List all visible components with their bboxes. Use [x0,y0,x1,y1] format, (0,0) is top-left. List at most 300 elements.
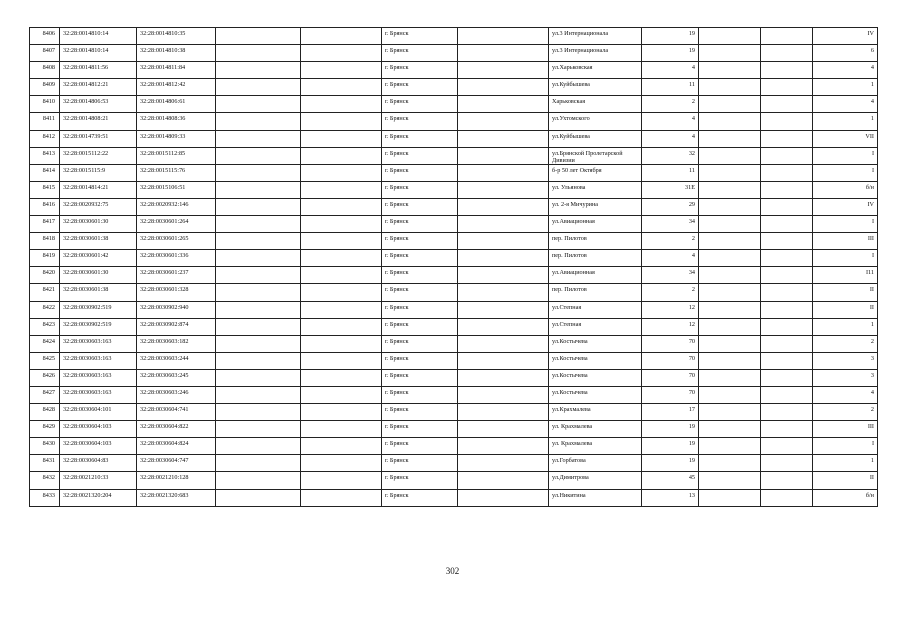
cell-street: ул.Степная [549,318,642,335]
cell-blank-col-2 [301,130,382,147]
cell-blank-col-4 [699,233,761,250]
cell-blank-col-1 [216,421,301,438]
cell-street: ул.Харьковская [549,62,642,79]
cell-blank-col-5 [761,250,813,267]
cell-blank-col-3 [458,421,549,438]
cell-blank-col-3 [458,198,549,215]
cell-blank-col-4 [699,489,761,506]
cell-premise-number: 2 [813,335,878,352]
cell-blank-col-5 [761,216,813,233]
cell-blank-col-4 [699,421,761,438]
cell-house-number: 32 [642,147,699,164]
cell-house-number: 12 [642,318,699,335]
cell-blank-col-5 [761,79,813,96]
cell-street: ул.Костычева [549,369,642,386]
cell-premise-number: IV [813,28,878,45]
cell-blank-col-3 [458,386,549,403]
cell-premise-number: 1 [813,113,878,130]
cell-blank-col-1 [216,130,301,147]
cell-cadastral-parcel: 32:28:0030604:101 [60,404,137,421]
cell-blank-col-2 [301,113,382,130]
cell-premise-number: 3 [813,369,878,386]
cell-row-index: 8426 [30,369,60,386]
cell-blank-col-5 [761,455,813,472]
cell-city: г. Брянск [382,45,458,62]
cell-blank-col-2 [301,96,382,113]
cell-cadastral-parcel: 32:28:0030902:519 [60,301,137,318]
cell-cadastral-parcel: 32:28:0014810:14 [60,28,137,45]
cell-blank-col-3 [458,147,549,164]
cell-blank-col-3 [458,216,549,233]
cell-street: ул. Крахмалева [549,421,642,438]
cell-row-index: 8423 [30,318,60,335]
cell-blank-col-5 [761,267,813,284]
cell-blank-col-2 [301,301,382,318]
cell-blank-col-3 [458,318,549,335]
cell-blank-col-5 [761,198,813,215]
cell-street: Харьковская [549,96,642,113]
cell-premise-number: 1 [813,455,878,472]
cell-blank-col-4 [699,284,761,301]
cell-blank-col-5 [761,386,813,403]
cell-row-index: 8432 [30,472,60,489]
cell-city: г. Брянск [382,318,458,335]
cell-row-index: 8428 [30,404,60,421]
cell-house-number: 19 [642,421,699,438]
cell-blank-col-2 [301,62,382,79]
cell-cadastral-parcel: 32:28:0015112:22 [60,147,137,164]
cell-cadastral-parcel: 32:28:0014814:21 [60,181,137,198]
cell-house-number: 70 [642,335,699,352]
cell-cadastral-object: 32:28:0014809:33 [137,130,216,147]
cell-blank-col-5 [761,28,813,45]
cell-premise-number: 2 [813,404,878,421]
table-row [30,301,878,318]
cell-cadastral-parcel: 32:28:0030601:38 [60,233,137,250]
cell-city: г. Брянск [382,301,458,318]
cell-cadastral-object: 32:28:0030601:237 [137,267,216,284]
cell-city: г. Брянск [382,404,458,421]
cell-blank-col-1 [216,96,301,113]
cell-city: г. Брянск [382,386,458,403]
cell-cadastral-object: 32:28:0020932:146 [137,198,216,215]
cell-row-index: 8418 [30,233,60,250]
cell-cadastral-parcel: 32:28:0014811:56 [60,62,137,79]
cell-street: ул.Куйбышева [549,79,642,96]
cell-street: ул. Ульянова [549,181,642,198]
cell-blank-col-1 [216,438,301,455]
cell-house-number: 2 [642,284,699,301]
cell-blank-col-5 [761,318,813,335]
cell-blank-col-3 [458,113,549,130]
page-number: 302 [445,566,460,576]
cell-street: ул.Костычева [549,352,642,369]
cell-blank-col-4 [699,352,761,369]
cell-blank-col-4 [699,318,761,335]
cell-blank-col-5 [761,335,813,352]
table-row [30,181,878,198]
cell-blank-col-4 [699,28,761,45]
cell-house-number: 31Е [642,181,699,198]
cell-city: г. Брянск [382,455,458,472]
table-row [30,404,878,421]
table-row [30,489,878,506]
cell-blank-col-2 [301,79,382,96]
cell-blank-col-1 [216,198,301,215]
cell-cadastral-object: 32:28:0030601:264 [137,216,216,233]
cell-house-number: 45 [642,472,699,489]
cell-blank-col-5 [761,181,813,198]
cell-row-index: 8429 [30,421,60,438]
cell-premise-number: I [813,216,878,233]
cell-blank-col-3 [458,301,549,318]
cell-cadastral-object: 32:28:0015115:76 [137,164,216,181]
cell-row-index: 8406 [30,28,60,45]
cell-premise-number: I [813,147,878,164]
cell-cadastral-object: 32:28:0030604:741 [137,404,216,421]
cell-blank-col-2 [301,489,382,506]
cell-blank-col-3 [458,284,549,301]
cell-cadastral-object: 32:28:0030603:246 [137,386,216,403]
cell-premise-number: б/н [813,489,878,506]
table-row [30,198,878,215]
cell-row-index: 8412 [30,130,60,147]
cell-blank-col-1 [216,352,301,369]
cell-cadastral-object: 32:28:0030902:940 [137,301,216,318]
cell-house-number: 12 [642,301,699,318]
cell-blank-col-2 [301,421,382,438]
cell-blank-col-1 [216,233,301,250]
cell-blank-col-2 [301,472,382,489]
cell-cadastral-parcel: 32:28:0030603:163 [60,352,137,369]
table-row [30,438,878,455]
cell-row-index: 8413 [30,147,60,164]
cell-cadastral-object: 32:28:0015106:51 [137,181,216,198]
cell-blank-col-3 [458,472,549,489]
cell-row-index: 8422 [30,301,60,318]
cell-blank-col-4 [699,164,761,181]
cell-blank-col-2 [301,181,382,198]
cell-cadastral-parcel: 32:28:0030603:163 [60,335,137,352]
cell-blank-col-3 [458,96,549,113]
cell-cadastral-parcel: 32:28:0014739:51 [60,130,137,147]
cell-row-index: 8433 [30,489,60,506]
cell-blank-col-5 [761,472,813,489]
cell-city: г. Брянск [382,147,458,164]
cell-cadastral-object: 32:28:0030603:245 [137,369,216,386]
cell-row-index: 8427 [30,386,60,403]
cell-blank-col-2 [301,28,382,45]
table-row [30,164,878,181]
cell-premise-number: I [813,250,878,267]
cell-blank-col-2 [301,335,382,352]
cell-blank-col-1 [216,489,301,506]
cell-street: пер. Пилотов [549,284,642,301]
cell-cadastral-object: 32:28:0014806:61 [137,96,216,113]
cell-row-index: 8430 [30,438,60,455]
cell-blank-col-2 [301,216,382,233]
cell-blank-col-5 [761,421,813,438]
cell-street: б-р 50 лет Октября [549,164,642,181]
table-row [30,284,878,301]
cell-cadastral-object: 32:28:0030601:336 [137,250,216,267]
cell-blank-col-2 [301,147,382,164]
table-row [30,233,878,250]
cell-cadastral-object: 32:28:0030601:328 [137,284,216,301]
cell-city: г. Брянск [382,79,458,96]
cell-cadastral-object: 32:28:0021320:683 [137,489,216,506]
cell-city: г. Брянск [382,62,458,79]
cell-house-number: 19 [642,455,699,472]
cell-city: г. Брянск [382,250,458,267]
cell-blank-col-5 [761,233,813,250]
cell-blank-col-3 [458,45,549,62]
cell-row-index: 8411 [30,113,60,130]
cell-blank-col-5 [761,130,813,147]
cell-premise-number: I11 [813,267,878,284]
cell-blank-col-4 [699,472,761,489]
cell-house-number: 34 [642,216,699,233]
cell-cadastral-parcel: 32:28:0021210:33 [60,472,137,489]
cell-blank-col-2 [301,369,382,386]
cell-street: ул.Костычева [549,386,642,403]
table-row [30,130,878,147]
cell-row-index: 8424 [30,335,60,352]
cell-premise-number: 1 [813,79,878,96]
cell-cadastral-object: 32:28:0014811:84 [137,62,216,79]
cell-blank-col-2 [301,198,382,215]
cell-city: г. Брянск [382,28,458,45]
table-row [30,250,878,267]
cell-blank-col-1 [216,164,301,181]
cell-cadastral-parcel: 32:28:0030601:30 [60,267,137,284]
cell-city: г. Брянск [382,438,458,455]
cell-blank-col-4 [699,438,761,455]
table-row [30,369,878,386]
cell-blank-col-4 [699,267,761,284]
cell-blank-col-1 [216,335,301,352]
cell-premise-number: III [813,233,878,250]
cell-premise-number: II [813,284,878,301]
table-row [30,45,878,62]
cell-city: г. Брянск [382,164,458,181]
table-row [30,216,878,233]
cell-blank-col-2 [301,250,382,267]
cell-blank-col-1 [216,301,301,318]
cell-street: ул.Авиационная [549,267,642,284]
cell-premise-number: II [813,301,878,318]
cell-cadastral-parcel: 32:28:0014806:53 [60,96,137,113]
cell-blank-col-2 [301,267,382,284]
cell-blank-col-3 [458,28,549,45]
cell-row-index: 8420 [30,267,60,284]
cell-house-number: 11 [642,79,699,96]
cell-street: ул. Крахмалева [549,438,642,455]
cell-blank-col-4 [699,455,761,472]
cell-blank-col-3 [458,130,549,147]
cell-row-index: 8407 [30,45,60,62]
cell-premise-number: 3 [813,352,878,369]
cell-blank-col-3 [458,489,549,506]
cell-blank-col-4 [699,386,761,403]
cell-cadastral-object: 32:28:0015112:85 [137,147,216,164]
table-row [30,62,878,79]
cell-blank-col-3 [458,233,549,250]
cell-house-number: 4 [642,130,699,147]
cell-street: ул.Ухтомского [549,113,642,130]
cell-blank-col-4 [699,369,761,386]
cell-blank-col-4 [699,45,761,62]
cell-cadastral-parcel: 32:28:0030604:103 [60,438,137,455]
cell-premise-number: IV [813,198,878,215]
cell-cadastral-object: 32:28:0030604:824 [137,438,216,455]
cell-blank-col-2 [301,233,382,250]
cell-blank-col-2 [301,284,382,301]
cell-blank-col-1 [216,216,301,233]
table-row [30,318,878,335]
cell-blank-col-1 [216,455,301,472]
cell-house-number: 19 [642,45,699,62]
cell-blank-col-5 [761,438,813,455]
cell-blank-col-2 [301,455,382,472]
cell-house-number: 70 [642,369,699,386]
cell-street: ул.Брянской Пролетарской Дивизии [549,147,642,164]
cell-premise-number: 4 [813,62,878,79]
cell-house-number: 70 [642,386,699,403]
cell-row-index: 8416 [30,198,60,215]
cell-cadastral-object: 32:28:0014808:36 [137,113,216,130]
cell-blank-col-4 [699,198,761,215]
cell-row-index: 8414 [30,164,60,181]
cell-blank-col-3 [458,455,549,472]
cell-blank-col-4 [699,216,761,233]
cell-cadastral-object: 32:28:0014810:35 [137,28,216,45]
cell-row-index: 8417 [30,216,60,233]
cell-premise-number: б/н [813,181,878,198]
cell-blank-col-5 [761,352,813,369]
cell-row-index: 8410 [30,96,60,113]
cell-cadastral-parcel: 32:28:0030601:30 [60,216,137,233]
cell-blank-col-1 [216,62,301,79]
cell-blank-col-2 [301,318,382,335]
cell-cadastral-parcel: 32:28:0030603:163 [60,369,137,386]
cell-blank-col-1 [216,79,301,96]
cell-city: г. Брянск [382,284,458,301]
table-row [30,79,878,96]
cell-street: пер. Пилотов [549,250,642,267]
cell-city: г. Брянск [382,352,458,369]
cell-house-number: 2 [642,96,699,113]
cell-cadastral-parcel: 32:28:0030604:103 [60,421,137,438]
table-row [30,28,878,45]
table-row [30,96,878,113]
cell-premise-number: VII [813,130,878,147]
cell-blank-col-1 [216,318,301,335]
cell-blank-col-4 [699,335,761,352]
cell-blank-col-1 [216,45,301,62]
cell-blank-col-5 [761,404,813,421]
cell-cadastral-object: 32:28:0014812:42 [137,79,216,96]
cell-blank-col-3 [458,250,549,267]
cell-blank-col-5 [761,301,813,318]
cell-blank-col-1 [216,472,301,489]
cell-blank-col-3 [458,404,549,421]
cell-premise-number: II [813,472,878,489]
cell-blank-col-4 [699,181,761,198]
cell-street: ул.3 Интернационала [549,28,642,45]
cell-cadastral-parcel: 32:28:0030902:519 [60,318,137,335]
cell-house-number: 17 [642,404,699,421]
cell-premise-number: III [813,421,878,438]
cell-blank-col-2 [301,386,382,403]
table-row [30,386,878,403]
cell-cadastral-parcel: 32:28:0030601:38 [60,284,137,301]
cell-house-number: 4 [642,62,699,79]
cell-blank-col-1 [216,267,301,284]
table-row [30,352,878,369]
cell-blank-col-2 [301,45,382,62]
cell-row-index: 8415 [30,181,60,198]
cell-blank-col-5 [761,369,813,386]
cell-city: г. Брянск [382,472,458,489]
cell-city: г. Брянск [382,198,458,215]
cell-blank-col-5 [761,96,813,113]
cell-cadastral-object: 32:28:0030604:822 [137,421,216,438]
cell-blank-col-1 [216,147,301,164]
cell-row-index: 8421 [30,284,60,301]
cell-house-number: 29 [642,198,699,215]
cell-blank-col-4 [699,130,761,147]
cell-cadastral-object: 32:28:0014810:38 [137,45,216,62]
cell-blank-col-2 [301,438,382,455]
cell-city: г. Брянск [382,216,458,233]
cell-city: г. Брянск [382,96,458,113]
table-row [30,147,878,164]
cell-street: ул.Никитина [549,489,642,506]
cell-house-number: 4 [642,113,699,130]
cell-row-index: 8408 [30,62,60,79]
cell-blank-col-5 [761,284,813,301]
cell-blank-col-4 [699,404,761,421]
cell-house-number: 19 [642,28,699,45]
cell-cadastral-object: 32:28:0030604:747 [137,455,216,472]
cell-street: ул.3 Интернационала [549,45,642,62]
cell-house-number: 13 [642,489,699,506]
cell-blank-col-1 [216,404,301,421]
cell-cadastral-object: 32:28:0030601:265 [137,233,216,250]
cell-blank-col-4 [699,301,761,318]
cell-blank-col-5 [761,164,813,181]
cell-house-number: 11 [642,164,699,181]
cell-blank-col-1 [216,28,301,45]
table-row [30,113,878,130]
cell-blank-col-2 [301,164,382,181]
table-row [30,472,878,489]
cell-blank-col-3 [458,369,549,386]
cell-blank-col-1 [216,369,301,386]
cell-blank-col-3 [458,164,549,181]
cell-blank-col-3 [458,181,549,198]
cell-city: г. Брянск [382,267,458,284]
cell-blank-col-5 [761,62,813,79]
cell-blank-col-1 [216,250,301,267]
cell-city: г. Брянск [382,130,458,147]
cell-street: ул.Димитрова [549,472,642,489]
cell-cadastral-parcel: 32:28:0030604:83 [60,455,137,472]
cell-cadastral-parcel: 32:28:0015115:9 [60,164,137,181]
cell-house-number: 70 [642,352,699,369]
table-row [30,267,878,284]
